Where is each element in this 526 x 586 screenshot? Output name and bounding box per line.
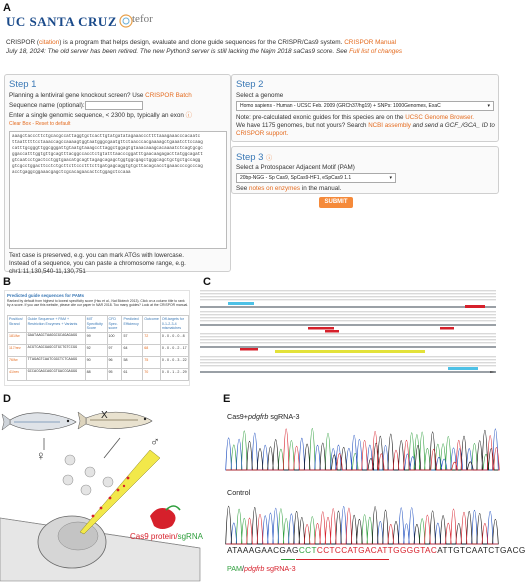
- exon-feature[interactable]: [228, 302, 254, 305]
- pam-sequence: CCT: [298, 546, 317, 555]
- panel-label-a: A: [3, 2, 11, 14]
- male-fish-icon: [78, 412, 152, 429]
- column-header[interactable]: CFD Spec. score: [107, 316, 122, 333]
- step2-title: Step 2: [236, 79, 264, 90]
- column-header[interactable]: MIT Specificity Score: [85, 316, 107, 333]
- citation-link[interactable]: citation: [39, 39, 60, 46]
- ncbi-link[interactable]: NCBI assembly: [368, 122, 411, 129]
- mutant-trace-label: Cas9+pdgfrb sgRNA-3: [227, 412, 300, 421]
- column-header[interactable]: Outcome: [143, 316, 161, 333]
- panel-label-b: B: [3, 276, 11, 288]
- injection-needle: [80, 450, 160, 534]
- sequence-textarea[interactable]: aaagctacccttctgcacgccattaggtgctcacttgtatgatatagaaacccttttaaagaaacccacaatc ttaatttttcctaaaccagccaaaagtggtaatgggcgaatgttctaacccacgaaaagctgaaatcttccaag catttgcgggttggcgggattgtaatgtaaagccttaggctggagtgtaaacaaagcacaaaatctcagtgcgc ggaccatttggtgttgcagtttacggccacctctgtatttaacccggatttgaacaagagacttatggcagatt gtcaatcctgactcctggtgaacatgcagttagagcagagctggtggcgagctgggcagctgctgctgccagg gtcgcctggacttcctctgcttcttccctttcttgatgagcaggtgtgcttacagcacctgaaaccccgcccag acctgaggcggaaacgagctcgcacagaacactctggagctccaaa: [9, 131, 227, 249]
- exon-feature[interactable]: [448, 367, 478, 370]
- female-symbol: ♀: [36, 448, 46, 463]
- help-icon[interactable]: ⓘ: [266, 156, 273, 162]
- female-fish-icon: [2, 413, 76, 430]
- submit-button[interactable]: SUBMIT: [319, 197, 353, 208]
- guide-feature[interactable]: [465, 305, 485, 308]
- chevron-down-icon: ▾: [389, 175, 392, 181]
- column-header[interactable]: Position/ Strand: [8, 316, 27, 333]
- support-link[interactable]: CRISPOR support.: [236, 130, 289, 137]
- results-description: Ranked by default from highest to lowest specificity score (Hsu et al., Nat Biotech 2013). Click on a column title to rank by a score. If you use this website, please cite our paper in NAR 2018. Too many guides? Look at the CRISPOR manual.: [7, 299, 189, 308]
- sequence-instructions: Enter a single genomic sequence, < 2300 bp, typically an exon ⓘ: [9, 112, 192, 119]
- sequence-track-viewer: [200, 288, 498, 388]
- step1-box: [4, 74, 231, 275]
- genome-label: Select a genome: [236, 92, 284, 99]
- column-header[interactable]: Predicted Efficiency: [122, 316, 143, 333]
- guide-feature[interactable]: [308, 327, 334, 330]
- step2-box: [231, 74, 499, 142]
- help-icon[interactable]: ⓘ: [185, 112, 192, 119]
- column-header[interactable]: Off-targets for 0-1-2-3-4 mismatches: [160, 316, 188, 333]
- step3-title: Step 3 ⓘ: [236, 152, 273, 163]
- results-panel: [4, 290, 190, 386]
- table-row: 76/fw TTAGAGTCAATCGGCTCTCAAGG 90 96 58 75 0 - 0 - 0 - 3 - 22: [8, 356, 189, 368]
- clear-box-link[interactable]: Clear Box - Reset to default: [9, 121, 71, 127]
- step1-title: Step 1: [9, 79, 37, 90]
- panel-label-e: E: [223, 393, 231, 405]
- embryo-icons: [63, 455, 113, 495]
- crispor-batch-link[interactable]: CRISPOR Batch: [145, 92, 192, 99]
- step3-box: [231, 146, 499, 194]
- arrow-icon: [104, 438, 120, 458]
- mutant-chromatogram: [226, 422, 498, 470]
- guide-sequence: CCTCCATGACATTGGGGTAC: [316, 546, 438, 555]
- guide-position[interactable]: 117/rev: [8, 344, 27, 356]
- cas9-label: Cas9 protein/sgRNA: [130, 532, 203, 541]
- pam-label: Select a Protospacer Adjacent Motif (PAM): [236, 164, 355, 171]
- cross-symbol: X: [101, 410, 108, 421]
- guide-sequence: GAATAAGCTAAGGCGCAGAGAGG: [26, 332, 85, 344]
- guide-sequence: ACGTCAGCGAGCGTGCTGTCCGG: [26, 344, 85, 356]
- changes-link[interactable]: Full list of changes: [349, 48, 403, 55]
- chevron-down-icon: ▾: [487, 103, 490, 109]
- sequence-legend: PAM/pdgfrb sgRNA-3: [227, 564, 296, 573]
- table-row: 117/rev ACGTCAGCGAGCGTGCTGTCCGG 92 97 64 68 0 - 0 - 0 - 2 - 17: [8, 344, 189, 356]
- track-diagram: [200, 288, 498, 388]
- control-chromatogram: [226, 498, 498, 544]
- sequence-name-label: Sequence name (optional):: [9, 102, 85, 109]
- step1-notes: Text case is preserved, e.g. you can mark ATGs with lowercase. Instead of a sequence, you can paste a chromosome range, e.g. chr1:11,130,540-11,130,751: [9, 252, 186, 275]
- genome-select[interactable]: Homo sapiens - Human - UCSC Feb. 2009 (GRCh37/hg19) + SNPs: 1000Genomes, ExaC ▾: [236, 101, 494, 111]
- step1-question: Planning a lentiviral gene knockout screen? Use CRISPOR Batch: [9, 92, 192, 99]
- panel-label-d: D: [3, 393, 11, 405]
- ucsc-browser-link[interactable]: UCSC Genome Browser.: [405, 114, 475, 121]
- gene-track: [200, 371, 496, 373]
- genome-notes: Note: pre-calculated exonic guides for this species are on the UCSC Genome Browser. We have 1175 genomes, but not yours? Search NCBI assembly and send a GCF_/GCA_ ID to CRISPOR support.: [236, 114, 495, 137]
- guide-position[interactable]: 76/fw: [8, 356, 27, 368]
- table-row: 181/fw GAATAAGCTAAGGCGCAGAGAGG 99 100 57 72 0 - 0 - 0 - 0 - 8: [8, 332, 189, 344]
- guide-feature[interactable]: [325, 330, 339, 333]
- guide-sequence: GCCACGAGCAGCGTGACCGAGGG: [26, 368, 85, 380]
- guides-table: [7, 315, 189, 381]
- control-trace-label: Control: [227, 488, 251, 497]
- table-header-row: [8, 316, 189, 333]
- sequence-name-input[interactable]: [85, 101, 143, 110]
- highlight-feature[interactable]: [275, 350, 425, 353]
- male-symbol: ♂: [150, 434, 160, 449]
- dna-sequence: ATAAAGAACGAGCCTCCTCCATGACATTGGGGTACATTGTCAATCTGACG: [227, 546, 526, 555]
- table-row: 41/rev GCCACGAGCAGCGTGACCGAGGG 88 95 61 70 0 - 0 - 1 - 2 - 29: [8, 368, 189, 380]
- tefor-logo-text: tefor: [132, 13, 153, 25]
- panel-label-c: C: [203, 276, 211, 288]
- tefor-logo: [119, 10, 155, 32]
- cas9-protein-icon: [150, 508, 176, 529]
- guide-feature[interactable]: [240, 348, 258, 351]
- guide-position[interactable]: 181/fw: [8, 332, 27, 344]
- chromatogram-trace: [226, 429, 499, 470]
- enzyme-notes: See notes on enzymes in the manual.: [236, 185, 342, 192]
- crispor-manual-link[interactable]: CRISPOR Manual: [344, 39, 397, 46]
- gene-track: [200, 324, 496, 326]
- intro-text: CRISPOR (citation) is a program that helps design, evaluate and clone guide sequences for the CRISPR/Cas9 system. CRISPOR Manual July 18, 2024: The old server has been retired. The new Python3 server is still lacking the Najm 2018 saCas9 score. See Full list of changes: [6, 39, 403, 55]
- sequence-underline: [227, 558, 402, 563]
- microinjection-illustration: [0, 398, 220, 581]
- column-header[interactable]: Guide Sequence + PAM + Restriction Enzymes + Variants: [26, 316, 85, 333]
- guide-position[interactable]: 41/rev: [8, 368, 27, 380]
- guide-sequence: TTAGAGTCAATCGGCTCTCAAGG: [26, 356, 85, 368]
- enzyme-notes-link[interactable]: notes on enzymes: [248, 185, 301, 192]
- pam-select[interactable]: 20bp-NGG - Sp Cas9, SpCas9-HF1, eSpCas9 1.1 ▾: [236, 173, 396, 183]
- gene-track: [200, 306, 496, 308]
- guide-feature[interactable]: [440, 327, 454, 330]
- gene-track: [200, 346, 496, 348]
- results-title: Predicted guide sequences for PAMs: [7, 293, 85, 298]
- ucsc-logo: UC SANTA CRUZ: [6, 14, 117, 29]
